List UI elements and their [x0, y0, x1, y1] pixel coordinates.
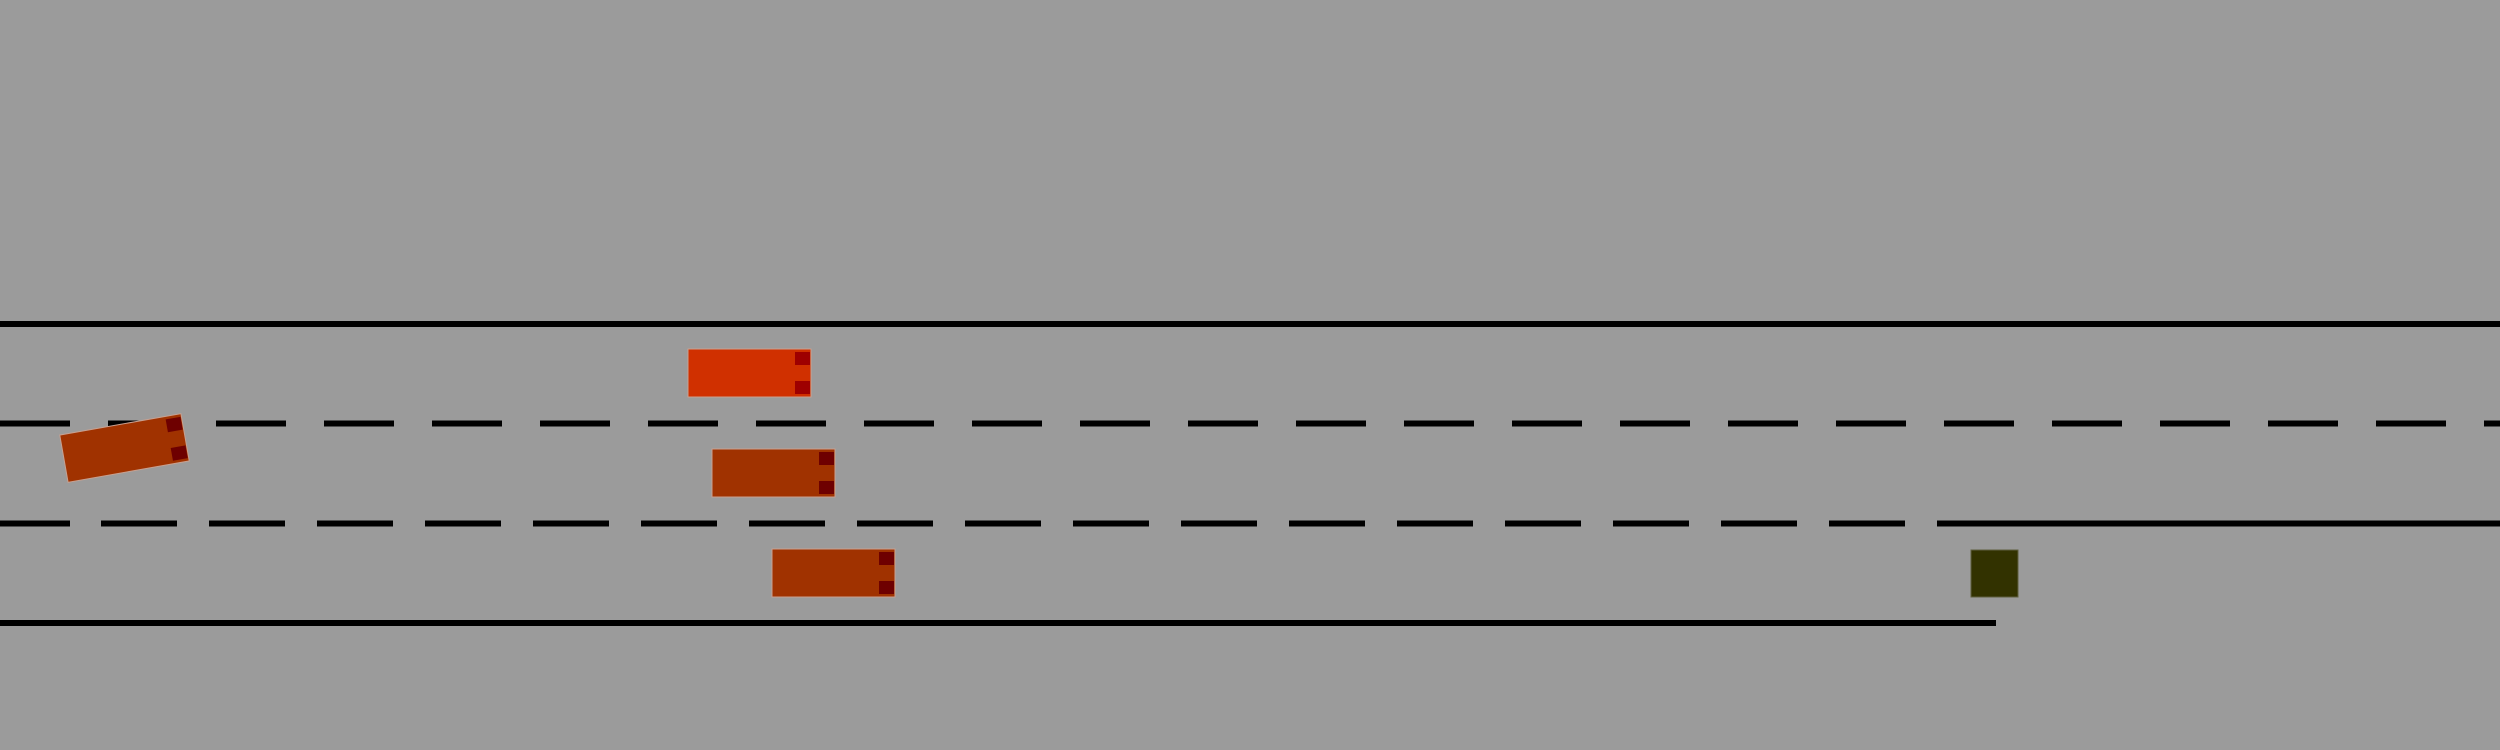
headlight-right [171, 445, 188, 460]
vehicle-body [772, 549, 895, 597]
headlight-right [819, 481, 834, 494]
vehicle-body [688, 349, 811, 397]
headlight-left [819, 452, 834, 465]
headlight-left [879, 552, 894, 565]
merge-end-obstacle [1971, 550, 2018, 597]
ego-vehicle [688, 349, 811, 397]
vehicle [712, 449, 835, 497]
headlight-left [795, 352, 810, 365]
headlight-right [795, 381, 810, 394]
headlight-right [879, 581, 894, 594]
vehicle [772, 549, 895, 597]
headlight-left [166, 417, 183, 432]
vehicle-body [712, 449, 835, 497]
